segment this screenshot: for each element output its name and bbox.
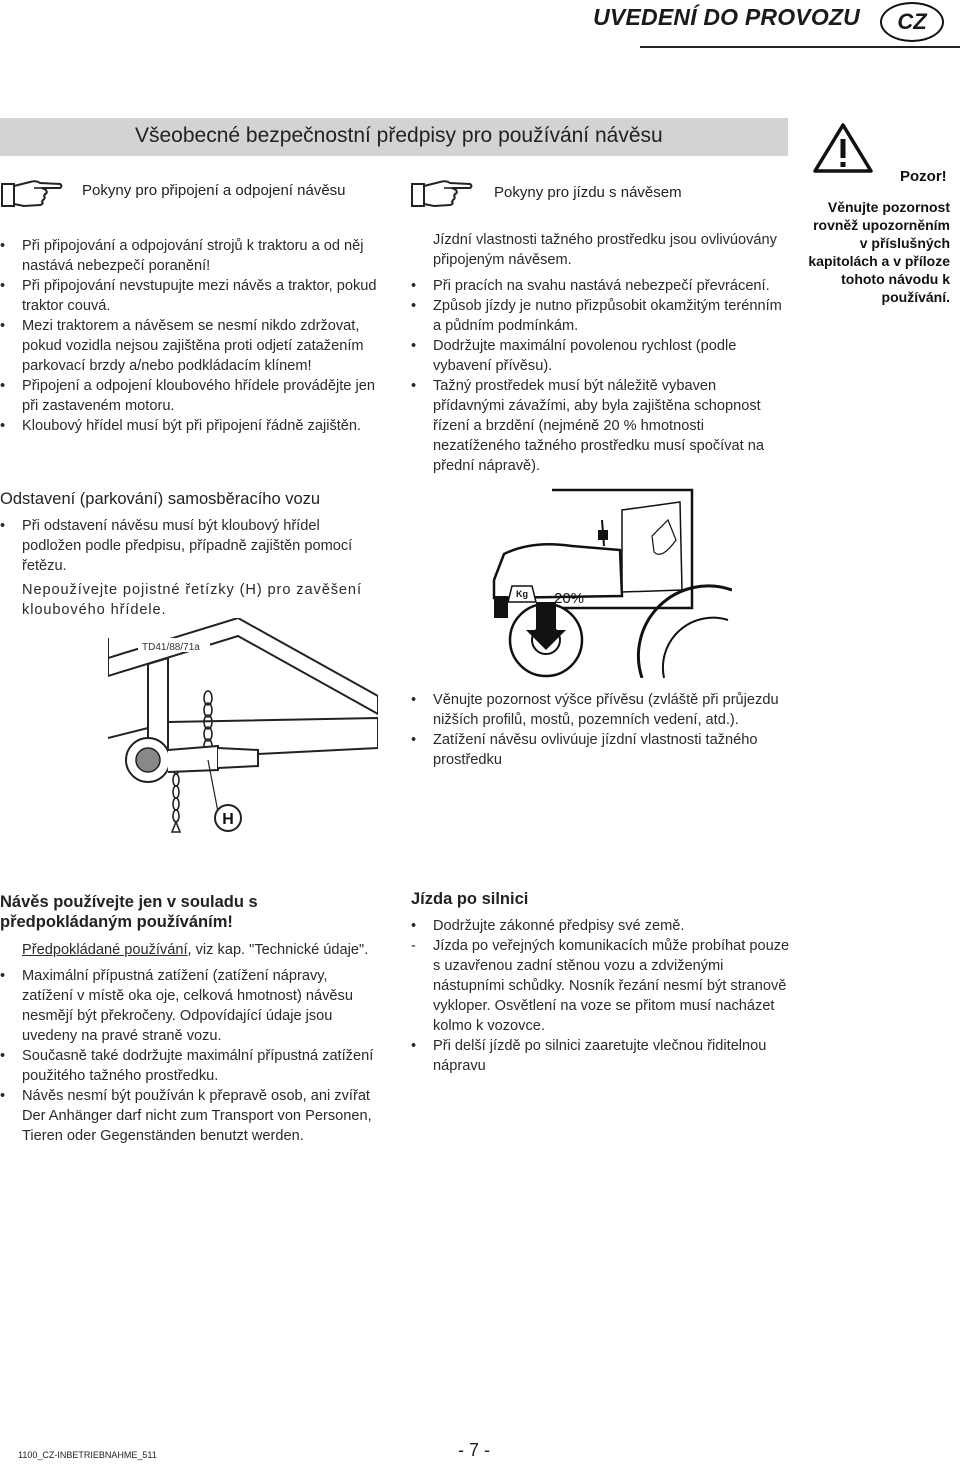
document-code: 1100_CZ-INBETRIEBNAHME_511 — [18, 1450, 157, 1460]
pozor-note: Věnujte pozornost rovněž upozorněním v příslušných kapitolách a v příloze tohoto návodu k používání. — [808, 199, 950, 305]
intended-use-intro-rest: , viz kap. "Technické údaje". — [187, 942, 369, 958]
list-item: • Současně také dodržujte maximální přípustná zatížení použitého tažného prostředku. — [0, 1046, 380, 1086]
shaft-chain-illustration — [108, 618, 378, 858]
list-item: • Návěs nesmí být používán k přepravě osob, ani zvířat Der Anhänger darf nicht zum Transport von Personen, Tieren oder Gegenständen benutzt werden. — [0, 1086, 380, 1146]
intended-use-link: Předpokládané používání — [22, 942, 188, 958]
list-item: • Věnujte pozornost výšce přívěsu (zvláště při průjezdu nižších profilů, mostů, pozemních vedení, atd.). — [411, 690, 796, 730]
tractor-illustration — [492, 480, 732, 678]
list-item: • Kloubový hřídel musí být při připojení řádně zajištěn. — [0, 416, 382, 436]
warning-triangle-icon — [812, 122, 874, 174]
list-item: • Při připojování a odpojování strojů k traktoru a od něj nastává nebezpečí poranění! — [0, 236, 382, 276]
road-block — [411, 916, 791, 1076]
weight-label: Kg — [516, 589, 528, 599]
parking-block — [0, 516, 372, 620]
intended-use-heading: Návěs používejte jen v souladu s předpokládaným používáním! — [0, 893, 258, 931]
driving-intro: Jízdní vlastnosti tažného prostředku jsou ovlivúovány připojeným návěsem. — [433, 232, 777, 268]
list-item: • Při delší jízdě po silnici zaaretujte vlečnou řiditelnou nápravu — [411, 1036, 791, 1076]
page-number: - 7 - — [458, 1440, 491, 1460]
percent-label: 20% — [554, 590, 585, 607]
pozor-label: Pozor! — [900, 168, 947, 185]
pointing-hand-icon — [410, 176, 474, 210]
list-item: • Tažný prostředek musí být náležitě vybaven přídavnými závažími, aby byla zajištěna schopnost řízení a brzdění (nejméně 20 % hmotnosti nezatíženého tažného prostředku musí spočívat na přední nápravě). — [411, 376, 791, 476]
list-item: • Při odstavení návěsu musí být kloubový hřídel podložen podle předpisu, případně zajištěn pomocí řetězu. — [0, 516, 372, 576]
intended-use-intro — [0, 940, 380, 960]
list-item: • Připojení a odpojení kloubového hřídele provádějte jen při zastaveném motoru. — [0, 376, 382, 416]
list-item: - Jízda po veřejných komunikacích může probíhat pouze s uzavřenou zadní stěnou vozu a zdviženými nástupními schůdky. Nosník řezání nesmí být stranově vykloper. Osvětlení na voze se přitom musí nacházet kolmo k vozovce. — [411, 936, 791, 1036]
header-rule — [640, 46, 960, 48]
page-header-title: UVEDENÍ DO PROVOZU — [593, 4, 860, 30]
list-item: • Dodržujte zákonné předpisy své země. — [411, 916, 791, 936]
parking-heading: Odstavení (parkování) samosběracího vozu — [0, 490, 321, 508]
road-heading: Jízda po silnici — [411, 890, 529, 908]
figure-reference: TD41/88/71a — [142, 642, 200, 653]
list-item: • Dodržujte maximální povolenou rychlost (podle vybavení přívěsu). — [411, 336, 791, 376]
hitch-heading: Pokyny pro připojení a odpojení návěsu — [82, 182, 346, 199]
list-item: • Způsob jízdy je nutno přizpůsobit okamžitým terénním a půdním podmínkám. — [411, 296, 791, 336]
list-item: • Při připojování nevstupujte mezi návěs a traktor, pokud traktor couvá. — [0, 276, 382, 316]
banner-title: Všeobecné bezpečnostní předpisy pro používání návěsu — [135, 124, 663, 147]
intended-use-block — [0, 940, 380, 1146]
pointing-hand-icon — [0, 176, 64, 210]
driving-heading: Pokyny pro jízdu s návěsem — [494, 184, 682, 201]
language-badge: CZ — [880, 2, 944, 42]
list-item: • Zatížení návěsu ovlivúuje jízdní vlastnosti tažného prostředku — [411, 730, 796, 770]
parking-note: Nepoužívejte pojistné řetízky (H) pro zavěšení kloubového hřídele. — [22, 582, 362, 618]
list-item: • Při pracích na svahu nastává nebezpečí převrácení. — [411, 276, 791, 296]
driving-list — [411, 230, 791, 476]
clearance-list — [411, 690, 796, 770]
list-item: • Maximální přípustná zatížení (zatížení nápravy, zatížení v místě oka oje, celková hmotnost) návěsu nesmějí být překročeny. Odpovídající údaje jsou uvedeny na pravé straně vozu. — [0, 966, 380, 1046]
callout-h: H — [222, 811, 234, 828]
hitch-list — [0, 236, 382, 436]
list-item: • Mezi traktorem a návěsem se nesmí nikdo zdržovat, pokud vozidla nejsou zajištěna proti odjetí zatažením parkovací brzdy a/nebo podkládacím klínem! — [0, 316, 382, 376]
